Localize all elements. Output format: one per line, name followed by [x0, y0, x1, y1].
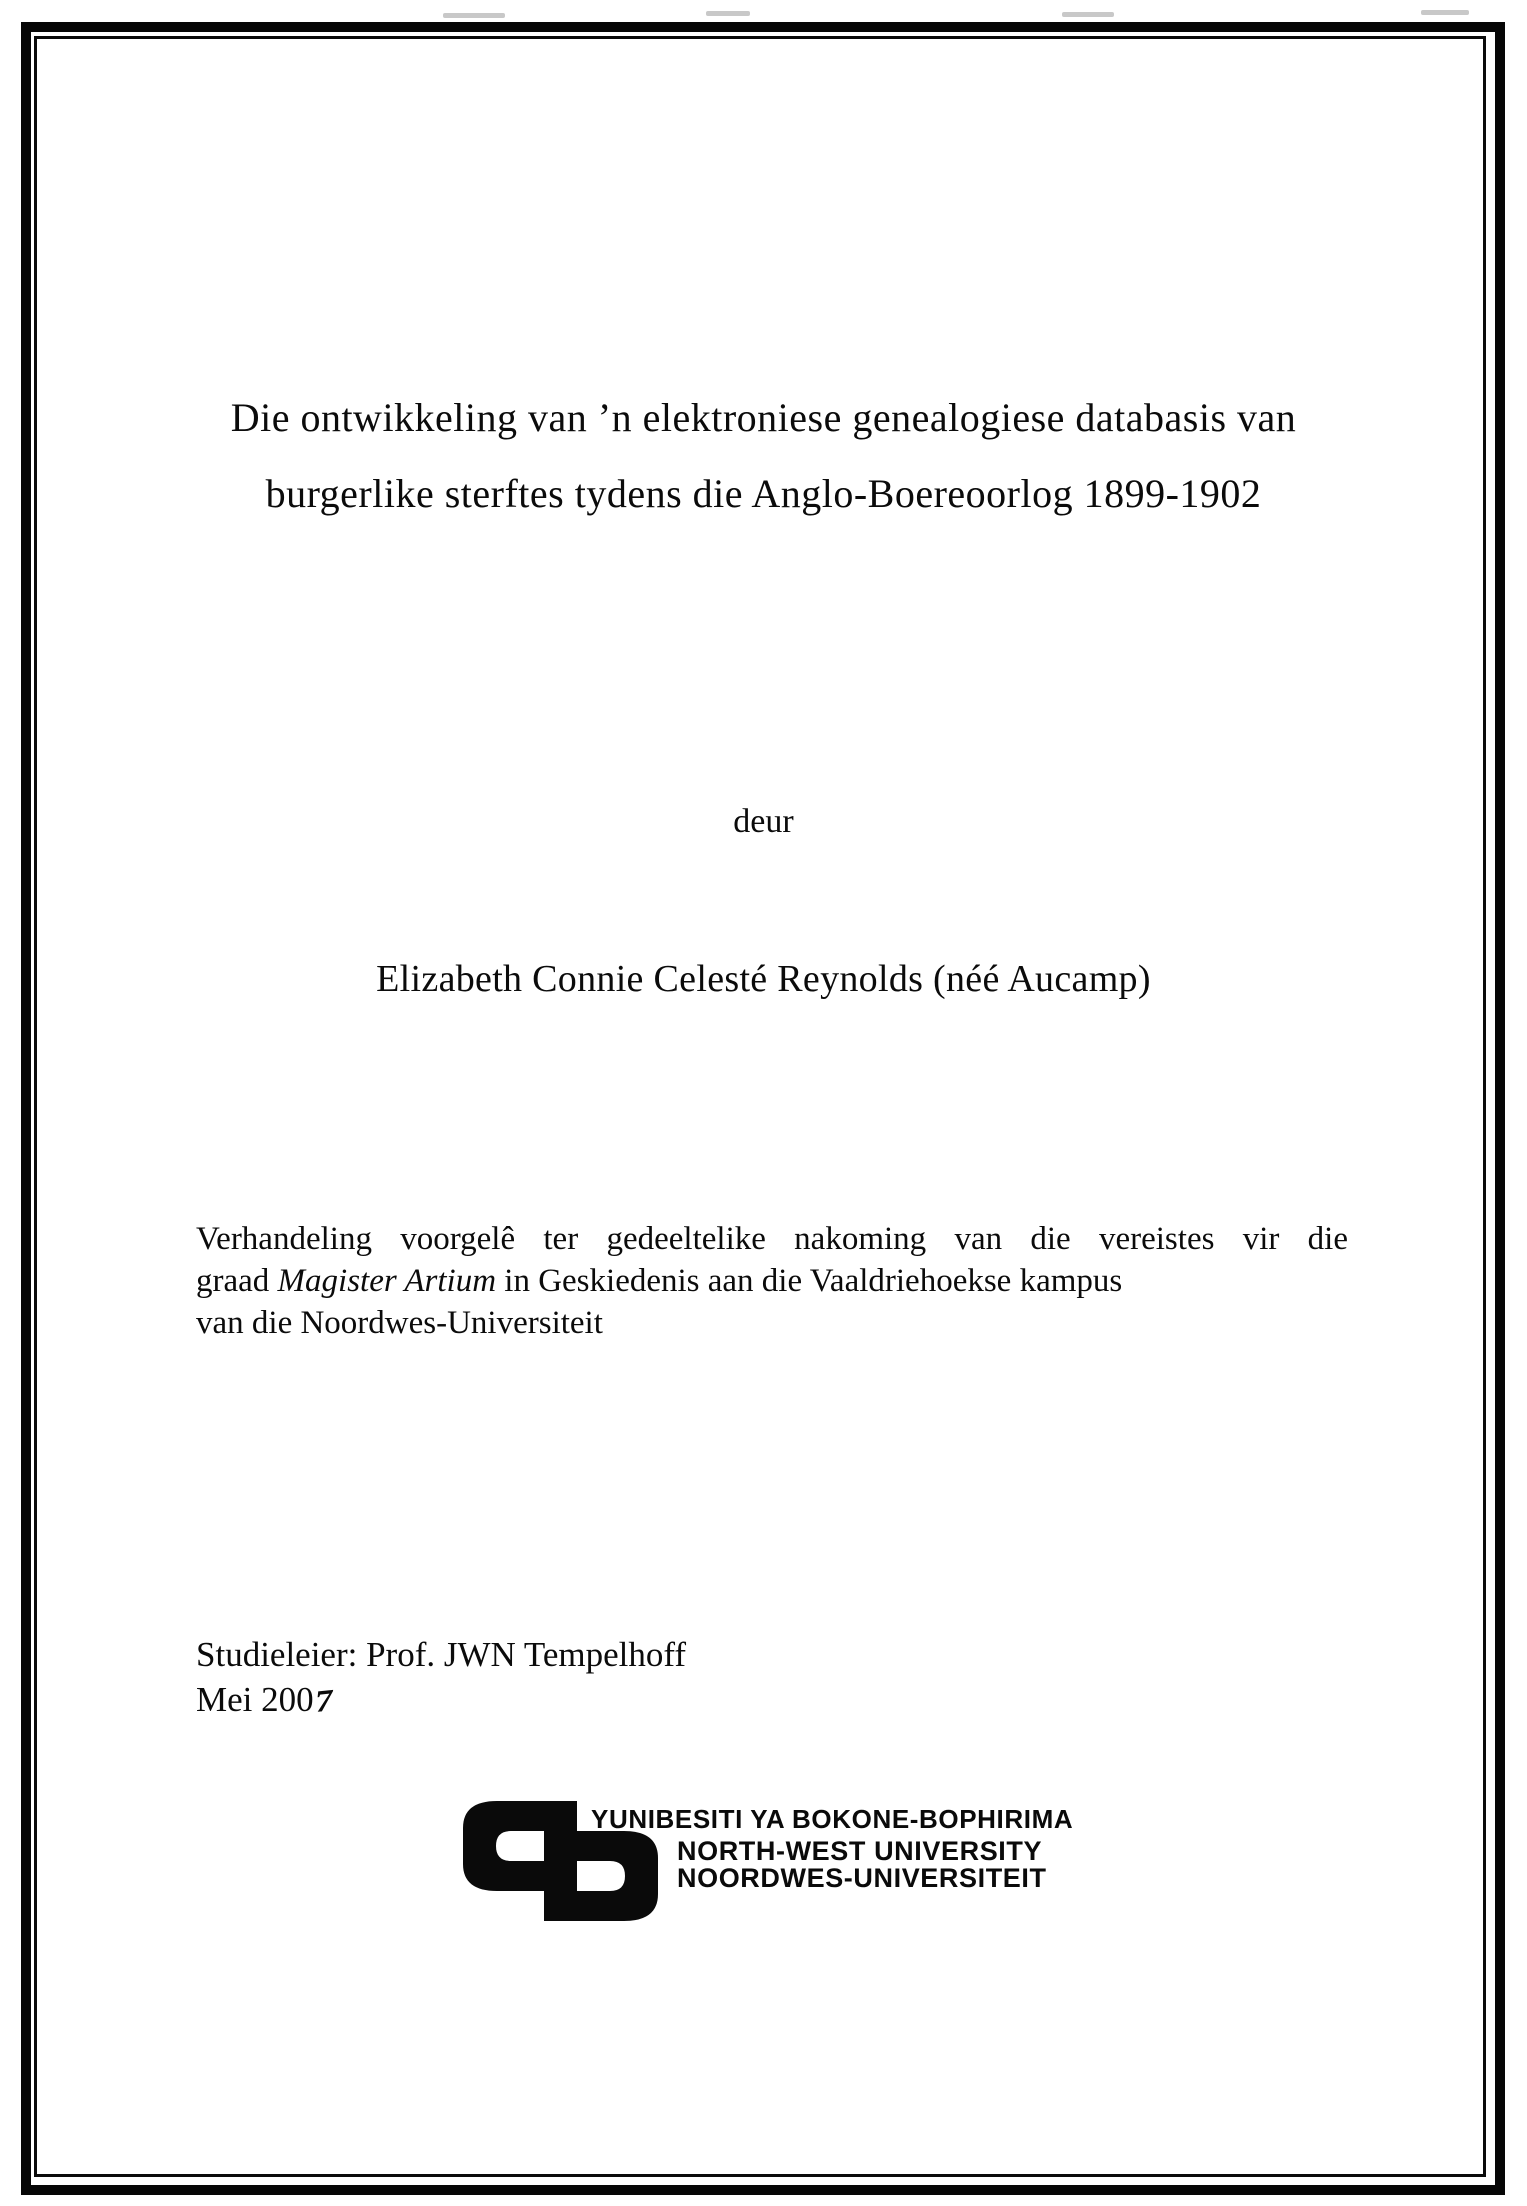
- date-final-digit: 7: [312, 1682, 335, 1720]
- statement-line-2-post: in Geskiedenis aan die Vaaldriehoekse kampus: [496, 1263, 1123, 1299]
- scan-smudge: [1421, 10, 1469, 15]
- logo-line-setswana: YUNIBESITI YA BOKONE-BOPHIRIMA: [591, 1804, 1074, 1834]
- title-line-2: burgerlike sterftes tydens die Anglo-Boereoorlog 1899-1902: [265, 471, 1262, 516]
- statement-line-3: van die Noordwes-Universiteit: [196, 1305, 603, 1341]
- scan-smudge: [706, 11, 750, 16]
- byline-deur: deur: [733, 803, 794, 840]
- scan-smudge: [443, 13, 505, 18]
- supervisor-line: Studieleier: Prof. JWN Tempelhoff: [196, 1635, 687, 1674]
- submission-statement: [196, 1218, 1348, 1344]
- author-name: Elizabeth Connie Celesté Reynolds (néé Aucamp): [376, 958, 1151, 1000]
- date-prefix: Mei 200: [196, 1680, 314, 1719]
- scan-smudge: [1062, 12, 1114, 17]
- title-line-1: Die ontwikkeling van ’n elektroniese genealogiese databasis van: [230, 395, 1297, 440]
- degree-name-italic: Magister Artium: [277, 1263, 497, 1299]
- thesis-title: [0, 380, 1527, 532]
- supervisor-and-date: [196, 1632, 686, 1722]
- date-line: [196, 1677, 686, 1722]
- statement-line-1: Verhandeling voorgelê ter gedeeltelike nakoming van die vereistes vir die: [196, 1221, 1348, 1257]
- logo-line-english: NORTH-WEST UNIVERSITY: [677, 1836, 1043, 1866]
- statement-line-2: [196, 1260, 1348, 1302]
- statement-line-2-pre: graad: [196, 1263, 278, 1299]
- logo-line-afrikaans: NOORDWES-UNIVERSITEIT: [677, 1863, 1047, 1893]
